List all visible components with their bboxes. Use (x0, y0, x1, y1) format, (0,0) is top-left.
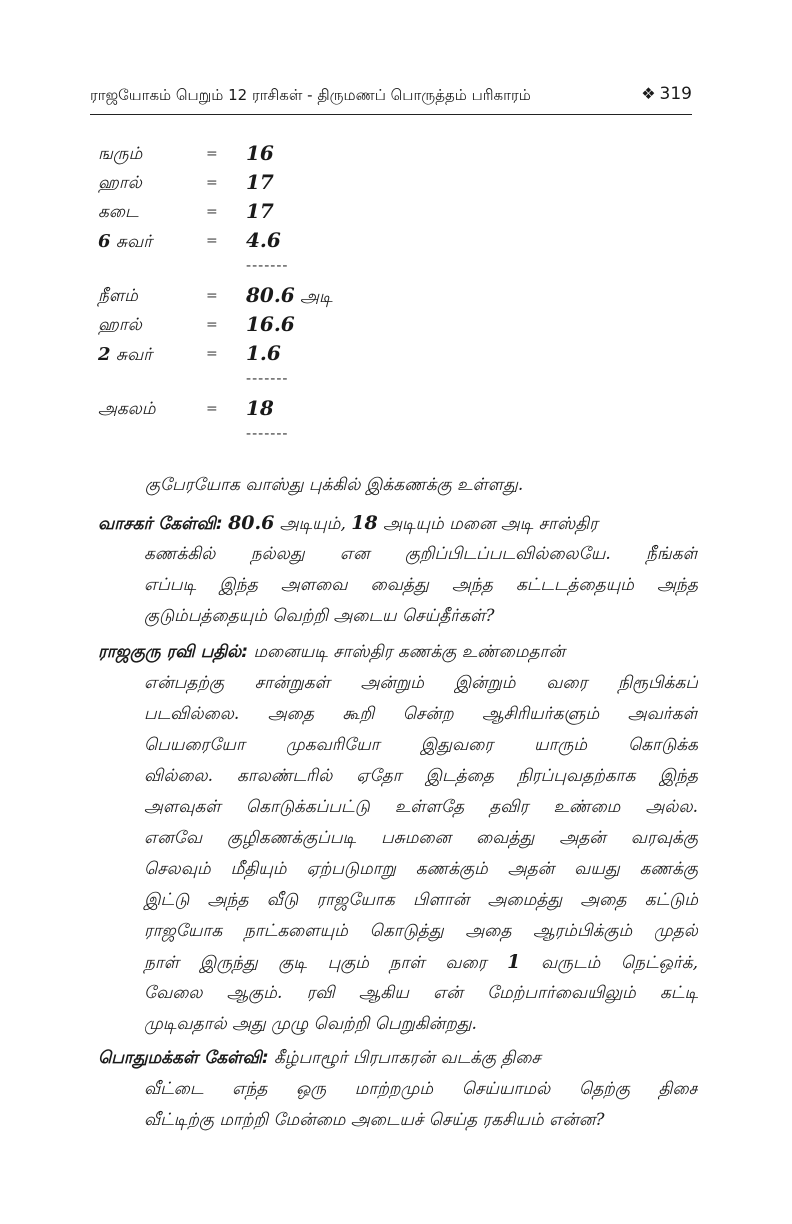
calc-row (98, 227, 518, 256)
calc-row (98, 395, 518, 424)
equals-sign: = (206, 317, 218, 333)
calc-label: ஹால் (98, 173, 142, 193)
calc-value: 80.6 அடி (246, 283, 333, 307)
calc-value: 18 (246, 396, 274, 420)
page-number (641, 84, 692, 104)
public-question: பொதுமக்கள் கேள்வி: கீழ்பாழூர் பிரபாகரன் வடக்கு திசை வீட்டை எந்த ஒரு மாற்றமும் செய்யாமல் தெற்கு திசை வீட்டிற்கு மாற்றி மேன்மை அடையச் செய்த ரகசியம் என்ன? (98, 1043, 698, 1136)
calc-label: 2 சுவர் (98, 344, 153, 365)
calc-value: 16 (246, 141, 274, 165)
equals-sign: = (206, 288, 218, 304)
text-line: முடிவதால் அது முழு வெற்றி பெறுகின்றது. (144, 1014, 477, 1034)
calc-row (98, 282, 518, 311)
diamond-ornament-icon: ❖ (641, 84, 656, 103)
equals-sign: = (206, 401, 218, 417)
equals-sign: = (206, 346, 218, 362)
text-line: ராஜயோக நாட்களையும் கொடுத்து அதை ஆரம்பிக்கும் முதல் (144, 921, 698, 941)
calc-label: அகலம் (98, 399, 156, 419)
sum-separator: ------- (246, 369, 289, 387)
calc-row (98, 340, 518, 369)
text-line: செலவும் மீதியும் ஏற்படுமாறு கணக்கும் அதன் வயது கணக்கு (144, 859, 698, 879)
sum-separator: ------- (246, 256, 289, 274)
calc-value: 4.6 (246, 228, 281, 252)
source-note: குபேரயோக வாஸ்து புக்கில் இக்கணக்கு உள்ளது. (145, 475, 524, 495)
text-line: படவில்லை. அதை கூறி சென்ற ஆசிரியர்களும் அவர்கள் (144, 704, 698, 724)
calc-value: 17 (246, 199, 274, 223)
text-line: நாள் இருந்து குடி புகும் நாள் வரை 1 வருடம் நெட்ஒர்க், (144, 951, 698, 973)
page-number-value: 319 (659, 84, 692, 104)
equals-sign: = (206, 175, 218, 191)
text-line: வில்லை. காலண்டரில் ஏதோ இடத்தை நிரப்புவதற்காக இந்த (144, 766, 698, 786)
sum-separator: ------- (246, 424, 289, 442)
calc-value: 16.6 (246, 312, 295, 336)
text-line: எப்படி இந்த அளவை வைத்து அந்த கட்டடத்தையும் அந்த (144, 575, 698, 595)
text-line: எனவே குழிகணக்குப்படி பசுமனை வைத்து அதன் வரவுக்கு (144, 828, 698, 848)
calc-row (98, 169, 518, 198)
text-line: பெயரையோ முகவரியோ இதுவரை யாரும் கொடுக்க (144, 735, 698, 755)
header-title: ராஜயோகம் பெறும் 12 ராசிகள் - திருமணப் பொருத்தம் பரிகாரம் (90, 86, 531, 104)
calc-value: 17 (246, 170, 274, 194)
calc-row (98, 140, 518, 169)
text-line: இட்டு அந்த வீடு ராஜயோக பிளான் அமைத்து அதை கட்டும் (144, 890, 698, 910)
text-line: கணக்கில் நல்லது என குறிப்பிடப்படவில்லையே. நீங்கள் (144, 544, 698, 564)
equals-sign: = (206, 146, 218, 162)
calc-value: 1.6 (246, 341, 281, 365)
text-line: வீட்டை எந்த ஒரு மாற்றமும் செய்யாமல் தெற்கு திசை (144, 1079, 698, 1099)
measurement-calculation (98, 140, 518, 450)
speaker-label: ராஜகுரு ரவி பதில்: (98, 642, 249, 662)
calc-label: ஹால் (98, 315, 142, 335)
equals-sign: = (206, 204, 218, 220)
reader-question: வாசகர் கேள்வி: 80.6 அடியும், 18 அடியும் மனை அடி சாஸ்திர கணக்கில் நல்லது என குறிப்பிடப்படவில்லையே. நீங்கள் எப்படி இந்த அளவை வைத்து அந்த கட்டடத்தையும் அந்த குடும்பத்தையும் வெற்றி அடைய செய்தீர்கள்? (98, 508, 698, 632)
text-line: குடும்பத்தையும் வெற்றி அடைய செய்தீர்கள்? (144, 606, 495, 626)
calc-row (98, 311, 518, 340)
calc-label: 6 சுவர் (98, 231, 153, 252)
calc-label: ஙரும் (98, 144, 143, 164)
speaker-label: பொதுமக்கள் கேள்வி: (98, 1048, 269, 1068)
running-header (90, 84, 692, 115)
calc-label: கடை (98, 202, 139, 222)
text-line: வீட்டிற்கு மாற்றி மேன்மை அடையச் செய்த ரகசியம் என்ன? (144, 1110, 605, 1130)
text-line: அளவுகள் கொடுக்கப்பட்டு உள்ளதே தவிர உண்மை அல்ல. (144, 797, 698, 817)
speaker-label: வாசகர் கேள்வி: (98, 514, 223, 534)
calc-row (98, 198, 518, 227)
text-line: வேலை ஆகும். ரவி ஆகிய என் மேற்பார்வையிலும் கட்டி (144, 983, 698, 1003)
guru-answer: ராஜகுரு ரவி பதில்: மனையடி சாஸ்திர கணக்கு உண்மைதான் என்பதற்கு சான்றுகள் அன்றும் இன்றும் வரை நிரூபிக்கப் படவில்லை. அதை கூறி சென்ற ஆசிரியர்களும் அவர்கள் பெயரையோ முகவரியோ இதுவரை யாரும் கொடுக்க வில்லை. காலண்டரில் ஏதோ இடத்தை நிரப்புவதற்காக இந்த அளவுகள் கொடுக்கப்பட்டு உள்ளதே தவிர உண்மை அல்ல. எனவே குழிகணக்குப்படி பசுமனை வைத்து அதன் வரவுக்கு செலவும் மீதியும் ஏற்படுமாறு கணக்கும் அதன் வயது கணக்கு இட்டு அந்த வீடு ராஜயோக பிளான் அமைத்து அதை கட்டும் ராஜயோக நாட்களையும் கொடுத்து அதை ஆரம்பிக்கும் முதல் நாள் இருந்து குடி புகும் நாள் வரை 1 வருடம் நெட்ஒர்க், வேலை ஆகும். ரவி ஆகிய என் மேற்பார்வையிலும் கட்டி முடிவதால் அது முழு வெற்றி பெறுகின்றது. (98, 637, 698, 1040)
text-line: என்பதற்கு சான்றுகள் அன்றும் இன்றும் வரை நிரூபிக்கப் (144, 673, 698, 693)
equals-sign: = (206, 233, 218, 249)
calc-label: நீளம் (98, 286, 138, 306)
